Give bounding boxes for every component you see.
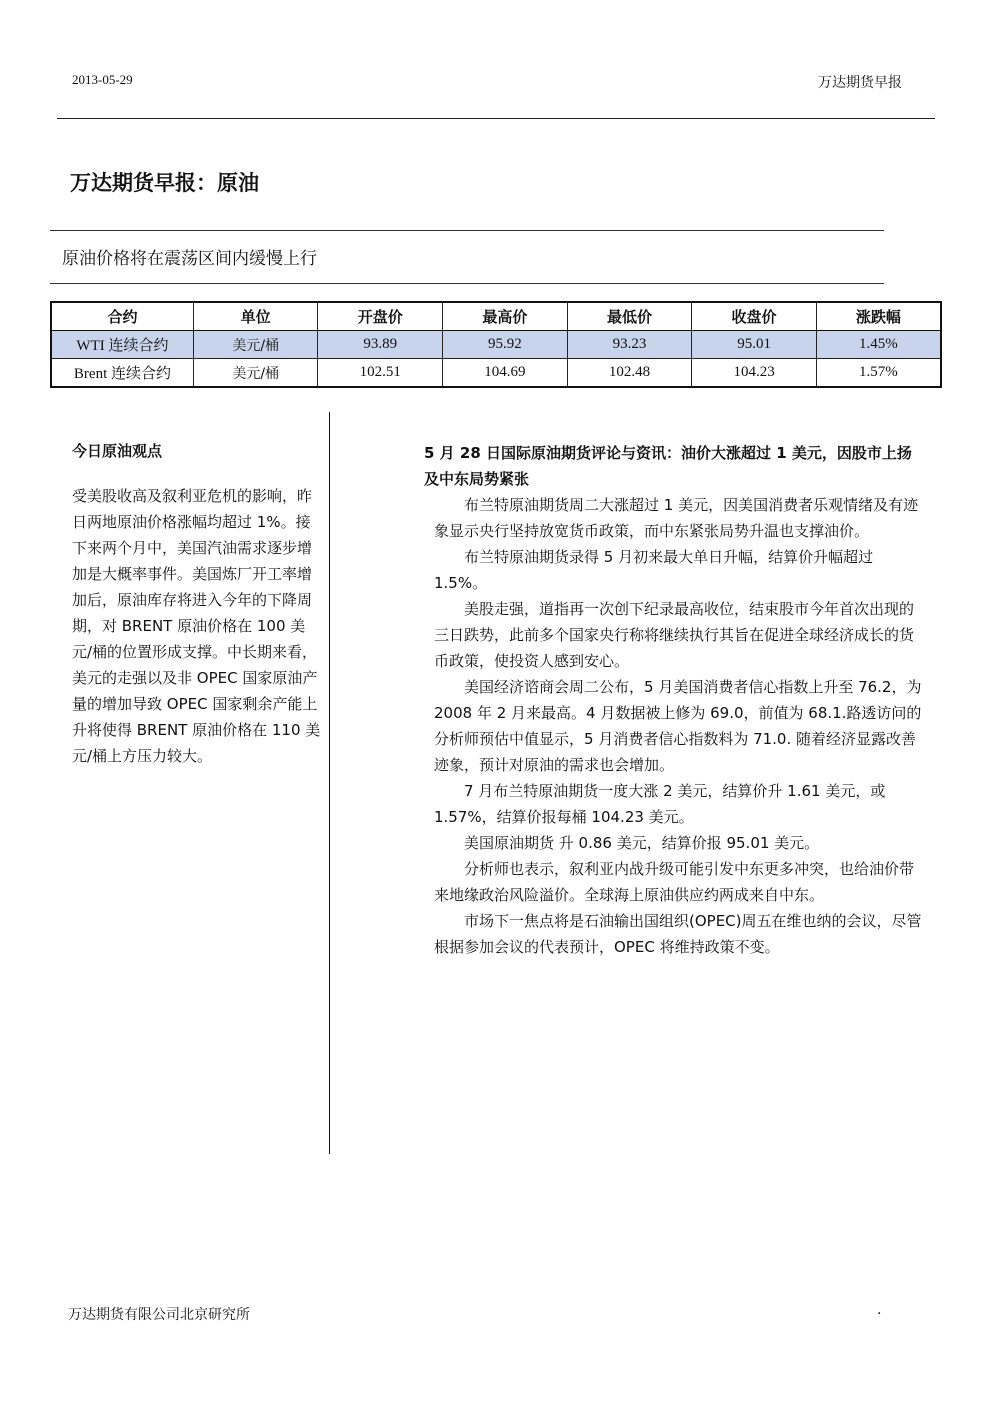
news-paragraph: 美国经济谘商会周二公布，5 月美国消费者信心指数上升至 76.2，为 2008 年 2 月来最高。4 月数据被上修为 69.0，前值为 68.1.路透访问的分析师预估中值显示，5 月消费者信心指数料为 71.0. 随着经济显露改善迹象，预计对原油的需求也会增加。: [434, 678, 922, 774]
subtitle-rule-bottom: [50, 283, 884, 284]
cell-low: 93.23: [567, 331, 692, 359]
table-row: [51, 331, 941, 359]
news-paragraph: 市场下一焦点将是石油输出国组织(OPEC)周五在维也纳的会议，尽管根据参加会议的代表预计，OPEC 将维持政策不变。: [434, 912, 922, 956]
news-column: [424, 440, 924, 960]
report-date: 2013-05-29: [72, 72, 133, 87]
cell-contract: WTI 连续合约: [51, 331, 193, 359]
cell-open: 93.89: [318, 331, 443, 359]
cell-change: 1.45%: [816, 331, 941, 359]
outlook-heading: 今日原油观点: [72, 442, 163, 460]
outlook-body: 受美股收高及叙利亚危机的影响，昨日两地原油价格涨幅均超过 1%。接下来两个月中，美国汽油需求逐步增加是大概率事件。美国炼厂开工率增加后，原油库存将进入今年的下降周期，对 BRENT 原油价格在 100 美元/桶的位置形成支撑。中长期来看，美元的走强以及非 OPEC 国家原油产量的增加导致 OPEC 国家剩余产能上升将使得 BRENT 原油价格在 110 美元/桶上方压力较大。: [72, 487, 321, 765]
news-heading: 5 月 28 日国际原油期货评论与资讯：油价大涨超过 1 美元，因股市上扬及中东局势紧张: [424, 444, 912, 488]
news-paragraph: 布兰特原油期货周二大涨超过 1 美元，因美国消费者乐观情绪及有迹象显示央行坚持放宽货币政策，而中东紧张局势升温也支撑油价。: [434, 496, 919, 540]
footer-institution: 万达期货有限公司北京研究所: [68, 1307, 250, 1323]
col-unit: 单位: [193, 302, 318, 331]
cell-close: 95.01: [692, 331, 817, 359]
news-paragraph: 布兰特原油期货录得 5 月初来最大单日升幅，结算价升幅超过 1.5%。: [434, 548, 874, 592]
cell-unit: 美元/桶: [193, 331, 318, 359]
news-paragraph: 7 月布兰特原油期货一度大涨 2 美元，结算价升 1.61 美元，或 1.57%，结算价报每桶 104.23 美元。: [434, 782, 886, 826]
table-row: [51, 359, 941, 388]
col-high: 最高价: [443, 302, 568, 331]
column-divider: [329, 412, 330, 1154]
news-paragraph: 分析师也表示，叙利亚内战升级可能引发中东更多冲突，也给油价带来地缘政治风险溢价。全球海上原油供应约两成来自中东。: [434, 860, 915, 904]
footer-mark: .: [877, 1302, 882, 1318]
cell-open: 102.51: [318, 359, 443, 388]
subtitle-rule-top: [50, 230, 884, 231]
cell-high: 95.92: [443, 331, 568, 359]
news-paragraph: 美股走强，道指再一次创下纪录最高收位，结束股市今年首次出现的三日跌势，此前多个国家央行称将继续执行其旨在促进全球经济成长的货币政策，使投资人感到安心。: [434, 600, 915, 670]
cell-contract: Brent 连续合约: [51, 359, 193, 388]
page-title: 万达期货早报：原油: [70, 171, 259, 195]
news-paragraph: 美国原油期货 升 0.86 美元，结算价报 95.01 美元。: [464, 834, 820, 852]
page-subtitle: 原油价格将在震荡区间内缓慢上行: [62, 249, 317, 269]
col-open: 开盘价: [318, 302, 443, 331]
cell-unit: 美元/桶: [193, 359, 318, 388]
col-change: 涨跌幅: [816, 302, 941, 331]
table-header-row: [51, 302, 941, 331]
col-close: 收盘价: [692, 302, 817, 331]
price-table: [50, 301, 942, 388]
col-contract: 合约: [51, 302, 193, 331]
col-low: 最低价: [567, 302, 692, 331]
outlook-column: [72, 440, 324, 769]
cell-close: 104.23: [692, 359, 817, 388]
cell-change: 1.57%: [816, 359, 941, 388]
cell-high: 104.69: [443, 359, 568, 388]
cell-low: 102.48: [567, 359, 692, 388]
header-brand: 万达期货早报: [818, 75, 902, 91]
header-divider: [57, 118, 935, 119]
